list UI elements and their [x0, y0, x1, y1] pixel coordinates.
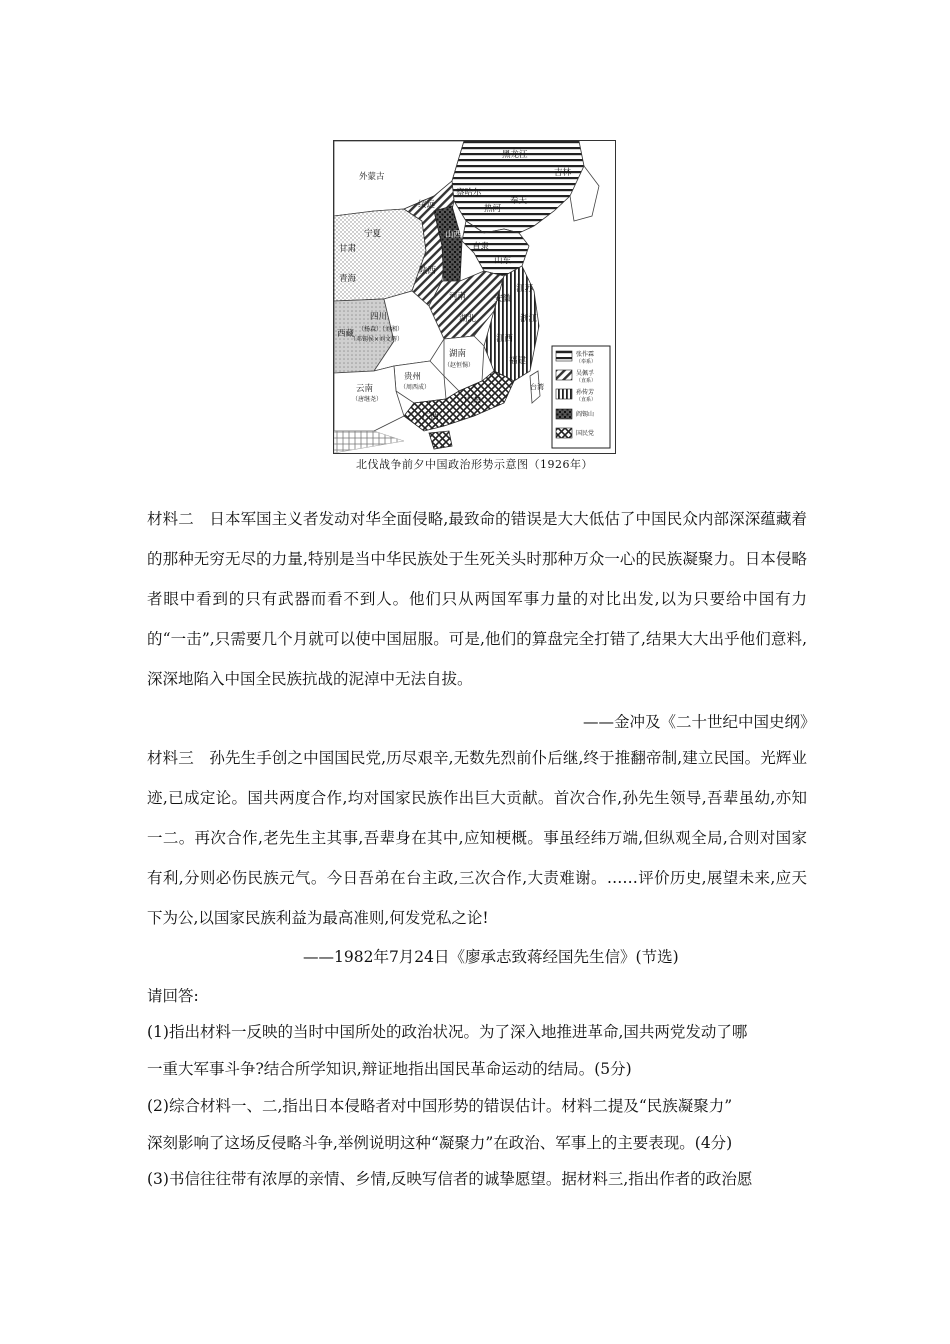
legend-label-1: 吴佩孚: [576, 370, 595, 377]
label-zhili: 直隶: [472, 242, 490, 252]
label-sichuan-note: （杨森）（刘湘）: [358, 326, 404, 333]
legend-sub-1: （直系）: [576, 378, 597, 384]
label-guizhou-note: （周西成）: [400, 384, 431, 391]
label-anhui: 安徽: [494, 294, 512, 304]
label-fujian: 福建: [509, 356, 527, 366]
label-zhejiang: 浙江: [520, 314, 538, 324]
political-map-1926: [333, 140, 616, 454]
question-1-line-1: (1)指出材料一反映的当时中国所处的政治状况。为了深入地推进革命,国共两党发动了哪: [147, 1023, 748, 1041]
legend-label-2: 孙传芳: [576, 389, 595, 396]
question-1-line-2: 一重大军事斗争?结合所学知识,辩证地指出国民革命运动的结局。(5分): [147, 1060, 632, 1078]
label-sichuan-note2: （邓锡侯×刘文辉）: [350, 336, 404, 343]
question-2-line-2: 深刻影响了这场反侵略斗争,举例说明这种“凝聚力”在政治、军事上的主要表现。(4分): [147, 1134, 733, 1152]
material-2-text: 材料二 日本军国主义者发动对华全面侵略,最致命的错误是大大低估了中国民众内部深深蕴藏着的那种无穷无尽的力量,特别是当中华民族处于生死关头时那种万众一心的民族凝聚力。日本侵略者眼中看到的只有武器而看不到人。他们只从两国军事力量的对比出发,以为只要给中国有力的“一击”,只需要几个月就可以使中国屈服。可是,他们的算盘完全打错了,结果大大出乎他们意料,深深地陷入中国全民族抗战的泥淖中无法自拔。: [147, 510, 807, 688]
material-3-source: ——1982年7月24日《廖承志致蒋经国先生信》(节选): [303, 948, 679, 966]
label-fengtian: 奉天: [510, 196, 528, 206]
map-legend: [552, 346, 610, 448]
label-henan: 河南: [449, 292, 467, 302]
legend-label-3: 阎锡山: [576, 411, 595, 418]
label-hubei: 湖北: [459, 314, 477, 324]
region-northwest: [334, 209, 426, 301]
label-guangxi: 广西: [422, 412, 440, 422]
label-jiangsu: 江苏: [516, 284, 534, 294]
label-taiwan: 台湾: [530, 383, 544, 391]
label-sichuan: 四川: [370, 312, 388, 322]
label-heilongjiang: 黑龙江: [502, 150, 528, 160]
legend-sub-2: （直系）: [576, 397, 597, 403]
material-2-source: ——金冲及《二十世纪中国史纲》: [583, 713, 816, 731]
label-rehe: 热河: [484, 204, 502, 214]
map-figure: [334, 141, 615, 453]
label-chahar: 察哈尔: [456, 188, 482, 198]
label-guizhou: 贵州: [404, 372, 422, 382]
label-qinghai: 青海: [339, 274, 357, 284]
label-yunnan: 云南: [356, 384, 374, 394]
label-jilin: 吉林: [554, 168, 572, 178]
legend-label-0: 张作霖: [576, 351, 595, 358]
material-3-text: 材料三 孙先生手创之中国国民党,历尽艰辛,无数先烈前仆后继,终于推翻帝制,建立民国。光辉业迹,已成定论。国共两度合作,均对国家民族作出巨大贡献。首次合作,孙先生领导,吾辈虽幼,亦知一二。再次合作,老先生主其事,吾辈身在其中,应知梗概。事虽经纬万端,但纵观全局,合则对国家有利,分则必伤民族元气。今日吾弟在台主政,三次合作,大责难谢。……评价历史,展望未来,应天下为公,以国家民族利益为最高准则,何发党私之论!: [147, 749, 807, 927]
label-shaanxi: 陕西: [419, 266, 437, 276]
label-gansu: 甘肃: [339, 244, 357, 254]
label-guangdong: 广东: [464, 396, 482, 406]
label-shandong: 山东: [494, 256, 512, 266]
label-outer-mongolia: 外蒙古: [359, 172, 385, 182]
question-2-line-1: (2)综合材料一、二,指出日本侵略者对中国形势的错误估计。材料二提及“民族凝聚力”: [147, 1097, 733, 1115]
label-shanxi: 山西: [445, 230, 463, 240]
question-3-line-1: (3)书信往往带有浓厚的亲情、乡情,反映写信者的诚挚愿望。据材料三,指出作者的政治愿: [147, 1170, 753, 1188]
label-tibet: 西藏: [337, 329, 355, 339]
label-suiyuan: 绥远: [418, 200, 436, 210]
label-yunnan-note: （唐继尧）: [352, 396, 383, 403]
label-jiangxi: 江西: [496, 334, 514, 344]
label-ningxia: 宁夏: [364, 229, 382, 239]
legend-sub-0: （奉系）: [576, 359, 597, 365]
legend-label-4: 国民党: [576, 430, 595, 437]
label-hunan-note: （赵恒惕）: [444, 362, 475, 369]
questions-intro: 请回答:: [147, 987, 199, 1005]
map-caption: 北伐战争前夕中国政治形势示意图（1926年）: [356, 458, 593, 471]
label-hunan: 湖南: [449, 349, 467, 359]
